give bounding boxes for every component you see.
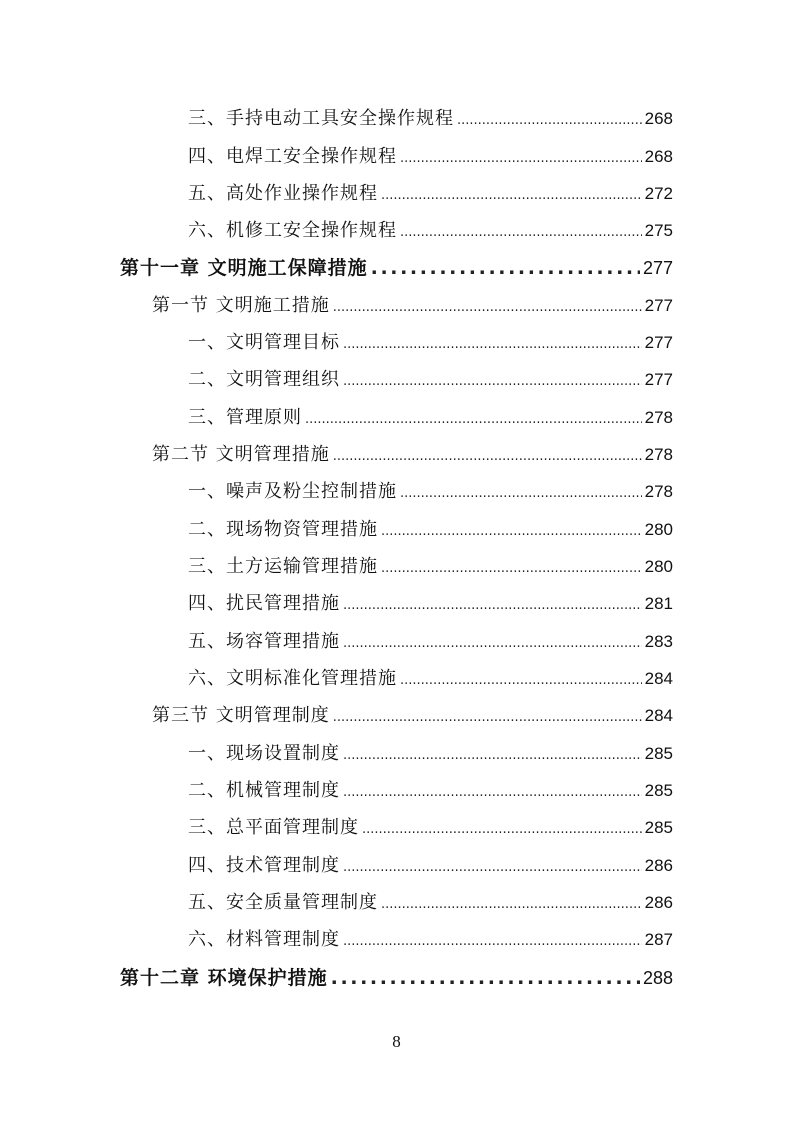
toc-entry[interactable] xyxy=(188,331,673,357)
toc-leader-dots xyxy=(362,818,642,842)
toc-entry[interactable] xyxy=(188,480,673,506)
toc-chapter-entry[interactable] xyxy=(120,256,673,280)
toc-entry-title: 第二节 文明管理措施 xyxy=(152,444,330,465)
toc-entry-page: 285 xyxy=(644,781,673,800)
toc-entry-page: 268 xyxy=(644,109,673,128)
toc-entry-page: 285 xyxy=(644,744,673,763)
toc-entry[interactable] xyxy=(188,779,673,805)
toc-entry-page: 287 xyxy=(644,930,673,949)
toc-leader-dots xyxy=(343,594,642,618)
toc-leader-dots xyxy=(343,370,642,394)
toc-entry-title: 五、高处作业操作规程 xyxy=(188,183,378,204)
toc-entry-title: 一、噪声及粉尘控制措施 xyxy=(188,481,397,502)
toc-entry-title: 二、现场物资管理措施 xyxy=(188,519,378,540)
toc-leader-dots xyxy=(400,482,642,506)
toc-entry[interactable] xyxy=(188,928,673,954)
toc-leader-dots xyxy=(381,184,642,208)
toc-chapter-entry[interactable] xyxy=(120,966,673,990)
toc-entry[interactable] xyxy=(188,667,673,693)
toc-entry-title: 第十二章 环境保护措施 xyxy=(120,967,328,989)
toc-leader-dots xyxy=(343,856,642,880)
toc-entry[interactable] xyxy=(188,107,673,133)
toc-entry-title: 四、技术管理制度 xyxy=(188,855,340,876)
toc-entry-title: 第一节 文明施工措施 xyxy=(152,295,330,316)
toc-entry-page: 286 xyxy=(644,856,673,875)
toc-entry-title: 二、文明管理组织 xyxy=(188,369,340,390)
toc-entry-page: 281 xyxy=(644,594,673,613)
toc-entry-title: 二、机械管理制度 xyxy=(188,780,340,801)
toc-entry[interactable] xyxy=(188,406,673,432)
toc-entry-page: 283 xyxy=(644,632,673,651)
toc-leader-dots xyxy=(333,706,642,730)
toc-leader-dots xyxy=(343,744,642,768)
toc-entry-title: 一、现场设置制度 xyxy=(188,743,340,764)
toc-entry-page: 275 xyxy=(644,221,673,240)
toc-leader-dots xyxy=(333,445,642,469)
toc-entry-title: 第三节 文明管理制度 xyxy=(152,705,330,726)
toc-entry[interactable] xyxy=(188,555,673,581)
toc-entry-page: 277 xyxy=(644,370,673,389)
toc-entry-title: 六、材料管理制度 xyxy=(188,929,340,950)
toc-entry[interactable] xyxy=(188,518,673,544)
toc-entry-title: 三、管理原则 xyxy=(188,407,302,428)
toc-leader-dots xyxy=(343,632,642,656)
toc-entry[interactable] xyxy=(188,891,673,917)
toc-entry-page: 278 xyxy=(644,482,673,501)
toc-entry-title: 五、场容管理措施 xyxy=(188,631,340,652)
toc-leader-dots xyxy=(371,256,640,280)
toc-leader-dots xyxy=(305,408,642,432)
toc-entry-page: 277 xyxy=(644,333,673,352)
toc-entry-title: 三、土方运输管理措施 xyxy=(188,556,378,577)
toc-leader-dots xyxy=(333,296,642,320)
toc-entry-page: 278 xyxy=(644,408,673,427)
toc-entry-title: 四、电焊工安全操作规程 xyxy=(188,146,397,167)
toc-entry-title: 三、手持电动工具安全操作规程 xyxy=(188,108,454,129)
toc-entry-title: 六、文明标准化管理措施 xyxy=(188,668,397,689)
toc-entry-page: 284 xyxy=(644,706,673,725)
toc-entry-page: 268 xyxy=(644,147,673,166)
toc-entry-title: 五、安全质量管理制度 xyxy=(188,892,378,913)
toc-entry[interactable] xyxy=(188,368,673,394)
toc-leader-dots xyxy=(343,333,642,357)
page-number: 8 xyxy=(392,1032,401,1051)
toc-leader-dots xyxy=(381,557,642,581)
toc-entry[interactable] xyxy=(188,592,673,618)
toc-leader-dots xyxy=(343,930,642,954)
toc-section-entry[interactable] xyxy=(152,294,673,320)
toc-leader-dots xyxy=(381,520,642,544)
toc-entry[interactable] xyxy=(188,816,673,842)
toc-leader-dots xyxy=(331,966,640,990)
toc-entry[interactable] xyxy=(188,182,673,208)
toc-leader-dots xyxy=(400,147,642,171)
toc-entry-page: 285 xyxy=(644,818,673,837)
toc-entry-title: 六、机修工安全操作规程 xyxy=(188,220,397,241)
toc-entry-page: 284 xyxy=(644,669,673,688)
toc-entry-page: 280 xyxy=(644,520,673,539)
toc-entry-title: 第十一章 文明施工保障措施 xyxy=(120,257,368,279)
toc-entry-page: 272 xyxy=(644,184,673,203)
toc-entry-page: 277 xyxy=(644,296,673,315)
toc-entry-page: 278 xyxy=(644,445,673,464)
toc-entry-page: 288 xyxy=(642,968,673,988)
toc-entry[interactable] xyxy=(188,219,673,245)
toc-entry[interactable] xyxy=(188,630,673,656)
toc-entry-page: 280 xyxy=(644,557,673,576)
toc-leader-dots xyxy=(400,669,642,693)
toc-entry[interactable] xyxy=(188,854,673,880)
toc-entry-page: 277 xyxy=(642,258,673,278)
toc-section-entry[interactable] xyxy=(152,443,673,469)
toc-entry-title: 三、总平面管理制度 xyxy=(188,817,359,838)
toc-entry[interactable] xyxy=(188,742,673,768)
toc-leader-dots xyxy=(400,221,642,245)
toc-leader-dots xyxy=(457,109,642,133)
toc-entry-title: 四、扰民管理措施 xyxy=(188,593,340,614)
toc-leader-dots xyxy=(381,893,642,917)
toc-entry-title: 一、文明管理目标 xyxy=(188,332,340,353)
toc-section-entry[interactable] xyxy=(152,704,673,730)
toc-entry[interactable] xyxy=(188,145,673,171)
toc-leader-dots xyxy=(343,781,642,805)
toc-entry-page: 286 xyxy=(644,893,673,912)
